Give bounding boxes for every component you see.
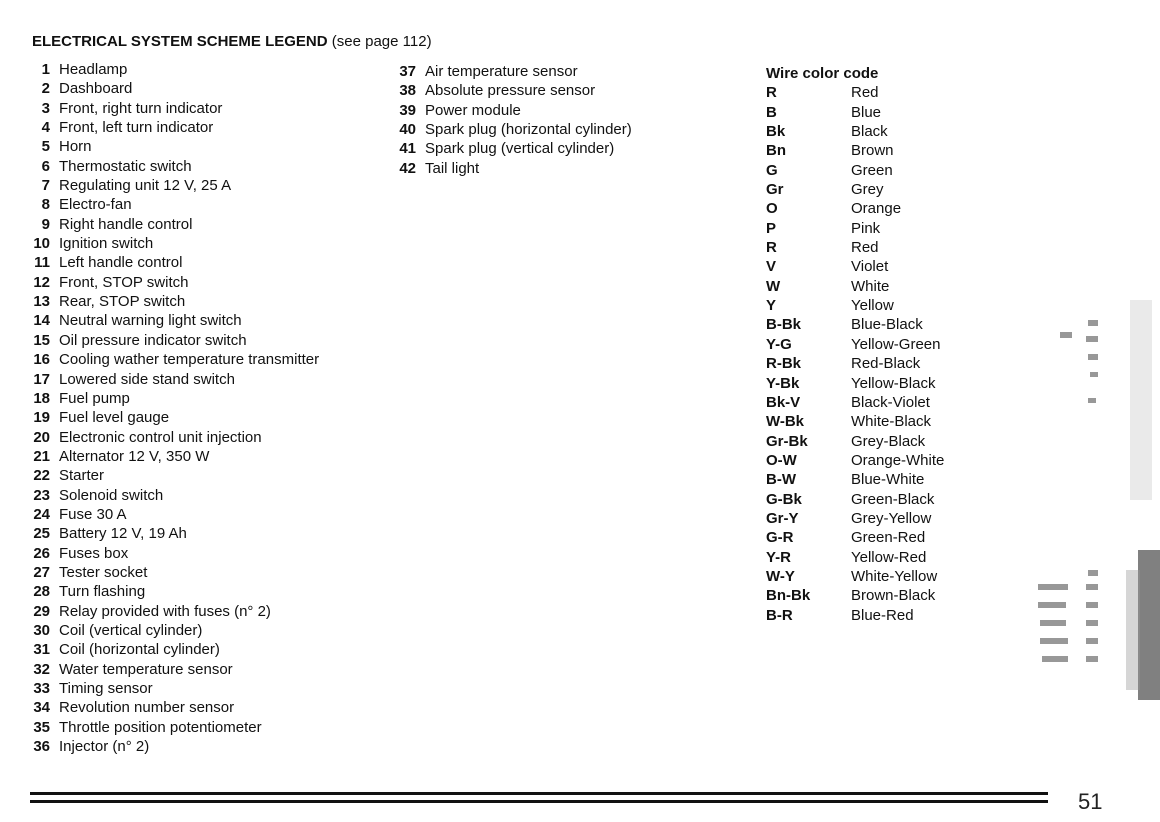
wire-color-abbreviation: V (766, 258, 777, 276)
wire-color-row (766, 490, 944, 509)
wire-color-name: Blue (851, 103, 882, 121)
page-title (32, 33, 432, 50)
wire-color-name: Red (851, 84, 879, 102)
legend-item-number: 22 (33, 467, 50, 485)
wire-color-abbreviation: Bk (766, 123, 786, 141)
legend-item-label: Tester socket (59, 563, 148, 581)
legend-item-number: 40 (399, 121, 416, 139)
legend-item-label: Front, left turn indicator (59, 119, 214, 137)
legend-item (26, 582, 319, 601)
legend-item-number: 2 (41, 80, 50, 98)
legend-item (26, 408, 319, 427)
wire-color-abbreviation: W (766, 277, 781, 295)
legend-item-label: Coil (horizontal cylinder) (59, 641, 220, 659)
legend-item (26, 428, 319, 447)
wire-color-name: Yellow-Black (851, 374, 936, 392)
legend-item-label: Rear, STOP switch (59, 293, 186, 311)
wire-color-name: Green-Red (851, 529, 926, 547)
wire-color-row (766, 451, 944, 470)
wire-color-row (766, 586, 944, 605)
legend-item-number: 5 (41, 138, 50, 156)
legend-item (26, 331, 319, 350)
wire-color-abbreviation: Y-Bk (766, 374, 800, 392)
legend-item (26, 486, 319, 505)
legend-item-number: 17 (33, 370, 50, 388)
legend-item (26, 350, 319, 369)
legend-item-label: Dashboard (59, 80, 133, 98)
legend-item-number: 33 (33, 680, 50, 697)
legend-item (392, 120, 632, 139)
wire-color-name: Brown-Black (851, 587, 936, 605)
wire-color-row (766, 315, 944, 334)
legend-item-number: 41 (399, 140, 416, 158)
legend-item-number: 21 (33, 447, 50, 465)
legend-item-number: 9 (41, 215, 50, 233)
legend-item (26, 544, 319, 563)
legend-item-label: Alternator 12 V, 350 W (59, 447, 210, 465)
scan-bleed-through-edge (1030, 240, 1160, 710)
wire-color-row (766, 238, 944, 257)
legend-item-number: 35 (33, 718, 50, 736)
wire-color-name: White-Yellow (851, 567, 938, 585)
legend-item-label: Throttle position potentiometer (59, 718, 262, 736)
wire-color-name: Red-Black (851, 355, 921, 373)
legend-item (26, 447, 319, 466)
wire-color-name: Green-Black (851, 490, 935, 508)
legend-item (26, 370, 319, 389)
wire-color-abbreviation: W-Y (766, 567, 795, 585)
wire-color-name: White (851, 277, 890, 295)
wire-color-code-table (766, 64, 944, 625)
legend-item-number: 29 (33, 602, 50, 620)
wire-color-abbreviation: B-W (766, 471, 796, 489)
legend-column-1 (26, 60, 319, 756)
legend-item (26, 215, 319, 234)
wire-color-abbreviation: G-R (766, 529, 794, 547)
wire-color-row (766, 219, 944, 238)
wire-color-row (766, 509, 944, 528)
legend-item-label: Starter (59, 467, 105, 485)
wire-color-row (766, 180, 944, 199)
wire-color-row (766, 470, 944, 489)
legend-item (26, 79, 319, 98)
wire-color-abbreviation: Gr-Bk (766, 432, 808, 450)
legend-item-label: Fuses box (59, 544, 129, 562)
legend-item-label: Power module (425, 101, 521, 119)
legend-item-number: 8 (41, 196, 50, 214)
legend-item-number: 36 (33, 738, 50, 756)
wire-color-abbreviation: O (766, 200, 778, 218)
wire-color-name: Orange-White (851, 451, 945, 469)
wire-color-row (766, 528, 944, 547)
wire-color-name: Pink (851, 219, 881, 237)
legend-item (26, 253, 319, 272)
legend-item-number: 42 (399, 159, 416, 177)
wire-color-name: Yellow-Red (851, 548, 927, 566)
wire-color-name: White-Black (851, 413, 932, 431)
legend-item (26, 563, 319, 582)
wire-color-row (766, 393, 944, 412)
legend-item (26, 718, 319, 737)
legend-item-number: 7 (41, 177, 50, 195)
legend-item (392, 101, 632, 120)
wire-color-row (766, 277, 944, 296)
wire-color-name: Blue-White (851, 471, 925, 489)
legend-item-number: 14 (33, 312, 50, 330)
legend-item-number: 39 (399, 101, 416, 119)
legend-item-label: Battery 12 V, 19 Ah (59, 525, 187, 543)
wire-color-row (766, 103, 944, 122)
legend-item-label: Relay provided with fuses (n° 2) (59, 602, 271, 620)
wire-color-row (766, 141, 944, 160)
legend-item-label: Electro-fan (59, 196, 132, 214)
legend-item-label: Right handle control (59, 215, 193, 233)
legend-item (26, 118, 319, 137)
page-title-reference: (see page 112) (331, 33, 432, 50)
legend-item-number: 24 (33, 505, 50, 523)
legend-item (392, 81, 632, 100)
legend-item (26, 621, 319, 640)
legend-item-label: Spark plug (vertical cylinder) (425, 140, 615, 158)
legend-item (26, 176, 319, 195)
legend-item-label: Spark plug (horizontal cylinder) (425, 121, 632, 139)
wire-color-row (766, 161, 944, 180)
legend-item (26, 466, 319, 485)
legend-item-number: 30 (33, 621, 50, 639)
wire-color-name: Yellow-Green (851, 335, 941, 353)
legend-item-number: 25 (33, 525, 50, 543)
legend-item-label: Regulating unit 12 V, 25 A (59, 177, 232, 195)
wire-color-name: Orange (851, 200, 902, 218)
wire-color-row (766, 606, 944, 625)
legend-item-number: 34 (33, 699, 50, 717)
wire-color-abbreviation: Gr (766, 181, 784, 199)
wire-color-abbreviation: R (766, 84, 777, 102)
legend-item (392, 139, 632, 158)
page-number: 51 (1078, 789, 1103, 814)
wire-color-code-rows (766, 83, 944, 625)
legend-item-label: Fuel level gauge (59, 409, 170, 427)
legend-item-label: Lowered side stand switch (59, 370, 235, 388)
legend-column-2 (392, 62, 632, 178)
legend-item (26, 157, 319, 176)
legend-item (26, 524, 319, 543)
wire-color-name: Grey-Yellow (851, 509, 932, 527)
footer-rule-top (30, 792, 1048, 795)
wire-color-row (766, 432, 944, 451)
legend-item-number: 18 (33, 389, 50, 407)
wire-color-row (766, 548, 944, 567)
legend-item-label: Fuse 30 A (59, 505, 127, 523)
legend-item-label: Air temperature sensor (425, 63, 578, 80)
wire-color-name: Black-Violet (851, 393, 930, 411)
wire-color-abbreviation: R-Bk (766, 355, 802, 373)
wire-color-abbreviation: Y-R (766, 548, 792, 566)
legend-item (26, 311, 319, 330)
legend-item-number: 37 (399, 63, 416, 80)
wire-color-row (766, 199, 944, 218)
legend-item (26, 505, 319, 524)
legend-item-label: Injector (n° 2) (59, 738, 150, 756)
legend-item-label: Thermostatic switch (59, 157, 192, 175)
legend-item-number: 13 (33, 293, 50, 311)
legend-item-label: Front, right turn indicator (59, 99, 223, 117)
wire-color-abbreviation: Bk-V (766, 393, 801, 411)
legend-item-label: Front, STOP switch (59, 273, 189, 291)
legend-item-label: Coil (vertical cylinder) (59, 621, 203, 639)
legend-item (26, 99, 319, 118)
legend-item-number: 1 (41, 61, 50, 78)
legend-item-number: 23 (33, 486, 50, 504)
legend-item (26, 234, 319, 253)
wire-color-name: Violet (851, 258, 889, 276)
legend-item-number: 12 (33, 273, 50, 291)
wire-color-name: Yellow (851, 297, 894, 315)
legend-item-label: Oil pressure indicator switch (59, 331, 247, 349)
legend-item-number: 10 (33, 235, 50, 253)
wire-color-abbreviation: B (766, 103, 777, 121)
legend-item-label: Left handle control (59, 254, 183, 272)
legend-item (26, 195, 319, 214)
legend-item-number: 26 (33, 544, 50, 562)
legend-item-label: Horn (59, 138, 92, 156)
legend-item-label: Timing sensor (59, 680, 153, 697)
legend-item (26, 679, 319, 698)
legend-item-number: 28 (33, 583, 50, 601)
legend-item-label: Revolution number sensor (59, 699, 235, 717)
wire-color-name: Red (851, 239, 879, 257)
wire-color-abbreviation: G-Bk (766, 490, 802, 508)
legend-item-number: 3 (41, 99, 50, 117)
wire-color-abbreviation: W-Bk (766, 413, 805, 431)
legend-item (26, 273, 319, 292)
wire-color-name: Grey-Black (851, 432, 926, 450)
wire-color-abbreviation: Y (766, 297, 777, 315)
legend-item-label: Ignition switch (59, 235, 154, 253)
wire-color-row (766, 257, 944, 276)
legend-item-number: 6 (41, 157, 50, 175)
wire-color-row (766, 567, 944, 586)
wire-color-abbreviation: B-R (766, 606, 793, 624)
legend-item-number: 11 (34, 254, 50, 272)
legend-item (26, 389, 319, 408)
wire-color-row (766, 412, 944, 431)
wire-color-name: Green (851, 161, 893, 179)
wire-color-name: Blue-Black (851, 316, 923, 334)
wire-color-abbreviation: O-W (766, 451, 797, 469)
wire-color-abbreviation: Bn (766, 142, 786, 160)
legend-item (26, 292, 319, 311)
legend-item (26, 137, 319, 156)
wire-color-name: Grey (851, 181, 884, 199)
legend-item-label: Cooling wather temperature transmitter (59, 351, 320, 369)
wire-color-name: Blue-Red (851, 606, 914, 624)
wire-color-row (766, 296, 944, 315)
wire-color-row (766, 354, 944, 373)
legend-item-label: Neutral warning light switch (59, 312, 242, 330)
legend-item-label: Electronic control unit injection (59, 428, 262, 446)
wire-color-row (766, 374, 944, 393)
legend-item-label: Headlamp (59, 61, 128, 78)
wire-color-name: Black (851, 123, 888, 141)
legend-item-number: 27 (33, 563, 50, 581)
legend-item-label: Fuel pump (59, 389, 130, 407)
wire-color-abbreviation: Bn-Bk (766, 587, 811, 605)
legend-item (26, 737, 319, 756)
legend-item (26, 660, 319, 679)
legend-item-label: Absolute pressure sensor (425, 82, 596, 100)
wire-color-row (766, 122, 944, 141)
legend-item-number: 4 (41, 119, 50, 137)
legend-item (26, 698, 319, 717)
page-title-bold: ELECTRICAL SYSTEM SCHEME LEGEND (32, 33, 328, 50)
footer-rule-bottom (30, 800, 1048, 803)
legend-item-number: 19 (33, 409, 50, 427)
wire-color-abbreviation: B-Bk (766, 316, 802, 334)
legend-item-label: Solenoid switch (59, 486, 164, 504)
legend-item-number: 16 (33, 351, 50, 369)
legend-item-number: 32 (33, 660, 50, 678)
wire-color-name: Brown (851, 142, 894, 160)
legend-item (26, 602, 319, 621)
legend-item-label: Turn flashing (59, 583, 146, 601)
legend-item (392, 62, 632, 81)
wire-color-abbreviation: Gr-Y (766, 509, 799, 527)
wire-color-row (766, 335, 944, 354)
legend-item-number: 38 (399, 82, 416, 100)
wire-color-abbreviation: R (766, 239, 777, 257)
legend-item-label: Water temperature sensor (59, 660, 233, 678)
legend-item-label: Tail light (425, 159, 480, 177)
legend-item (392, 159, 632, 178)
wire-color-abbreviation: Y-G (766, 335, 792, 353)
legend-item (26, 60, 319, 79)
legend-item-number: 15 (33, 331, 50, 349)
wire-color-code-title: Wire color code (766, 65, 879, 82)
wire-color-abbreviation: P (766, 219, 777, 237)
wire-color-row (766, 83, 944, 102)
legend-item-number: 31 (33, 641, 50, 659)
legend-item (26, 640, 319, 659)
legend-item-number: 20 (33, 428, 50, 446)
wire-color-abbreviation: G (766, 161, 778, 179)
